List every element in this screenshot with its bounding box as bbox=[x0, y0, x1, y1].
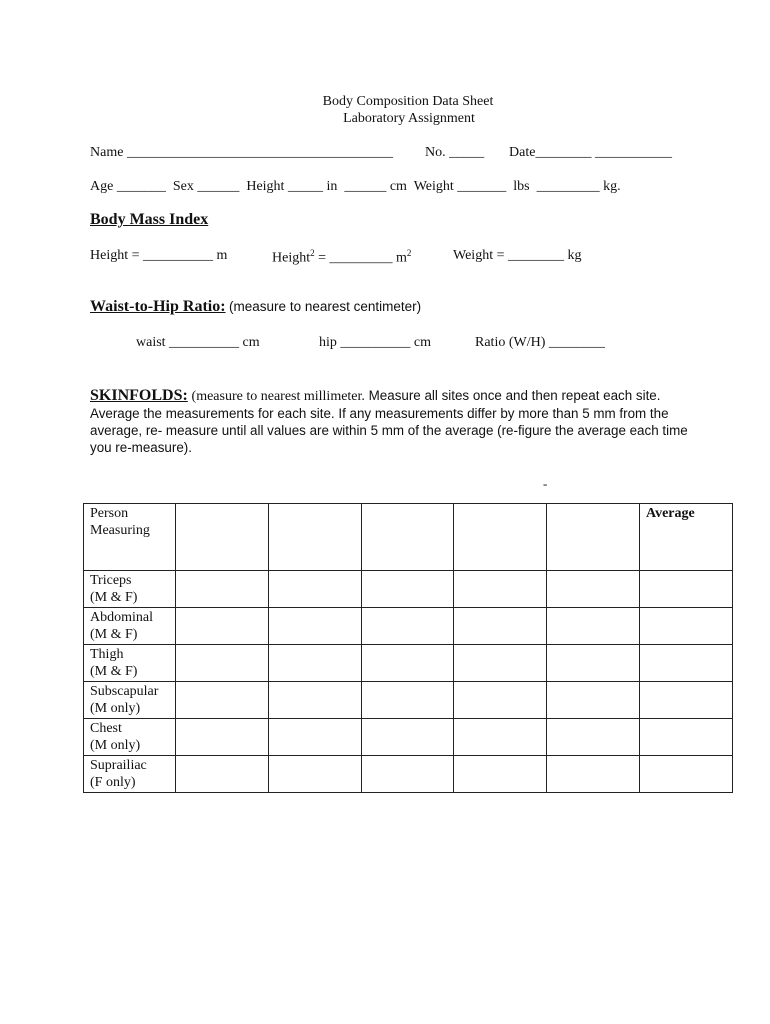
measurement-cell[interactable] bbox=[454, 645, 547, 682]
measurement-cell[interactable] bbox=[362, 682, 454, 719]
name-label: Name bbox=[90, 145, 124, 160]
average-cell[interactable] bbox=[640, 682, 733, 719]
measurement-cell[interactable] bbox=[269, 571, 362, 608]
measurer-cell-3[interactable] bbox=[362, 504, 454, 571]
bmi-height-field[interactable]: Height = __________ m bbox=[90, 248, 228, 263]
table-row bbox=[84, 571, 733, 608]
measurement-cell[interactable] bbox=[454, 608, 547, 645]
measurement-cell[interactable] bbox=[269, 682, 362, 719]
measurement-cell[interactable] bbox=[176, 608, 269, 645]
date-label: Date bbox=[509, 145, 536, 160]
age-label: Age bbox=[90, 179, 114, 194]
person-measuring-header bbox=[84, 504, 176, 571]
measurement-cell[interactable] bbox=[362, 608, 454, 645]
height-label: Height bbox=[246, 179, 285, 194]
height-squared-blank: = _________ m bbox=[314, 250, 407, 266]
average-cell[interactable] bbox=[640, 608, 733, 645]
whr-note: (measure to nearest centimeter) bbox=[229, 299, 422, 314]
date-field[interactable]: ________ ___________ bbox=[535, 145, 672, 160]
table-row bbox=[84, 608, 733, 645]
waist-field[interactable]: waist __________ cm bbox=[136, 335, 260, 350]
measurement-cell[interactable] bbox=[454, 571, 547, 608]
sex-label: Sex bbox=[172, 179, 194, 194]
measurer-cell-2[interactable] bbox=[269, 504, 362, 571]
age-field[interactable]: _______ bbox=[116, 179, 166, 194]
measurement-cell[interactable] bbox=[269, 608, 362, 645]
site-name: Abdominal bbox=[90, 610, 153, 625]
site-note: (M only) bbox=[90, 701, 141, 716]
measurement-cell[interactable] bbox=[362, 719, 454, 756]
measurement-cell[interactable] bbox=[176, 756, 269, 793]
skinfolds-instructions bbox=[90, 387, 710, 456]
number-row bbox=[425, 145, 484, 161]
lbs-unit: lbs bbox=[513, 179, 530, 194]
measurer-cell-4[interactable] bbox=[454, 504, 547, 571]
table-row bbox=[84, 756, 733, 793]
whr-heading: Waist-to-Hip Ratio: bbox=[90, 298, 226, 315]
person-measuring-line1: Person bbox=[90, 506, 129, 521]
kg-unit: kg. bbox=[603, 179, 621, 194]
ratio-field[interactable]: Ratio (W/H) ________ bbox=[475, 335, 605, 350]
measurement-cell[interactable] bbox=[176, 645, 269, 682]
weight-kg-field[interactable]: _________ bbox=[536, 179, 600, 194]
measurement-cell[interactable] bbox=[454, 756, 547, 793]
table-row bbox=[84, 682, 733, 719]
whr-heading-row bbox=[90, 298, 421, 316]
page-subtitle: Laboratory Assignment bbox=[343, 111, 475, 126]
site-note: (F only) bbox=[90, 775, 136, 790]
number-field[interactable]: _____ bbox=[449, 145, 485, 160]
measurement-cell[interactable] bbox=[362, 571, 454, 608]
measurement-cell[interactable] bbox=[547, 756, 640, 793]
demographics-row bbox=[90, 179, 621, 195]
site-cell bbox=[84, 682, 176, 719]
squared-superscript: 2 bbox=[310, 248, 315, 258]
site-name: Subscapular bbox=[90, 684, 159, 699]
number-label: No. bbox=[425, 145, 446, 160]
hip-field[interactable]: hip __________ cm bbox=[319, 335, 431, 350]
measurement-cell[interactable] bbox=[454, 682, 547, 719]
site-name: Chest bbox=[90, 721, 122, 736]
site-cell bbox=[84, 719, 176, 756]
measurement-cell[interactable] bbox=[547, 645, 640, 682]
skinfolds-heading: SKINFOLDS: bbox=[90, 387, 188, 404]
site-note: (M & F) bbox=[90, 590, 138, 605]
cm-unit: cm bbox=[389, 179, 407, 194]
site-note: (M & F) bbox=[90, 664, 138, 679]
measurement-cell[interactable] bbox=[547, 571, 640, 608]
measurement-cell[interactable] bbox=[362, 645, 454, 682]
stray-dash: - bbox=[543, 476, 548, 491]
measurement-cell[interactable] bbox=[269, 719, 362, 756]
measurer-cell-5[interactable] bbox=[547, 504, 640, 571]
bmi-height-squared-field[interactable] bbox=[272, 248, 411, 267]
average-cell[interactable] bbox=[640, 719, 733, 756]
site-cell bbox=[84, 645, 176, 682]
table-row bbox=[84, 719, 733, 756]
average-cell[interactable] bbox=[640, 571, 733, 608]
page-title: Body Composition Data Sheet bbox=[322, 94, 494, 109]
measurement-cell[interactable] bbox=[547, 682, 640, 719]
site-name: Triceps bbox=[90, 573, 132, 588]
average-header: Average bbox=[640, 504, 733, 571]
measurement-cell[interactable] bbox=[176, 682, 269, 719]
measurement-cell[interactable] bbox=[176, 719, 269, 756]
site-name: Thigh bbox=[90, 647, 124, 662]
inches-unit: in bbox=[326, 179, 338, 194]
site-cell bbox=[84, 756, 176, 793]
site-cell bbox=[84, 571, 176, 608]
measurement-cell[interactable] bbox=[547, 608, 640, 645]
weight-lbs-field[interactable]: _______ bbox=[457, 179, 507, 194]
bmi-weight-field[interactable]: Weight = ________ kg bbox=[453, 248, 582, 263]
bmi-heading: Body Mass Index bbox=[90, 211, 209, 228]
site-note: (M only) bbox=[90, 738, 141, 753]
measurement-cell[interactable] bbox=[176, 571, 269, 608]
site-cell bbox=[84, 608, 176, 645]
name-row bbox=[90, 145, 393, 161]
measurement-cell[interactable] bbox=[454, 719, 547, 756]
height-inches-field[interactable]: _____ bbox=[287, 179, 323, 194]
site-name: Suprailiac bbox=[90, 758, 147, 773]
measurement-cell[interactable] bbox=[547, 719, 640, 756]
table-row bbox=[84, 645, 733, 682]
m2-superscript: 2 bbox=[406, 248, 412, 258]
weight-label: Weight bbox=[413, 179, 454, 194]
name-field[interactable]: ______________________________________ bbox=[126, 145, 393, 160]
measurement-cell[interactable] bbox=[269, 645, 362, 682]
average-cell[interactable] bbox=[640, 756, 733, 793]
person-measuring-line2: Measuring bbox=[90, 523, 150, 538]
skinfolds-lead: (measure to nearest millimeter. bbox=[191, 389, 365, 404]
skinfolds-text: Measure all sites once and then repeat each site. Average the measurements for each site. If any measurements differ by more than 5 mm from the average, re- measure until all values are within 5 mm of the average (re-figure the average each time you re-measure). bbox=[90, 388, 688, 455]
measurement-cell[interactable] bbox=[269, 756, 362, 793]
measurer-cell-1[interactable] bbox=[176, 504, 269, 571]
measurement-cell[interactable] bbox=[362, 756, 454, 793]
average-cell[interactable] bbox=[640, 645, 733, 682]
skinfold-table bbox=[83, 503, 733, 793]
site-note: (M & F) bbox=[90, 627, 138, 642]
height-cm-field[interactable]: ______ bbox=[344, 179, 387, 194]
table-header-row bbox=[84, 504, 733, 571]
date-row bbox=[509, 145, 672, 161]
sex-field[interactable]: ______ bbox=[197, 179, 240, 194]
height-squared-label: Height bbox=[272, 250, 311, 266]
